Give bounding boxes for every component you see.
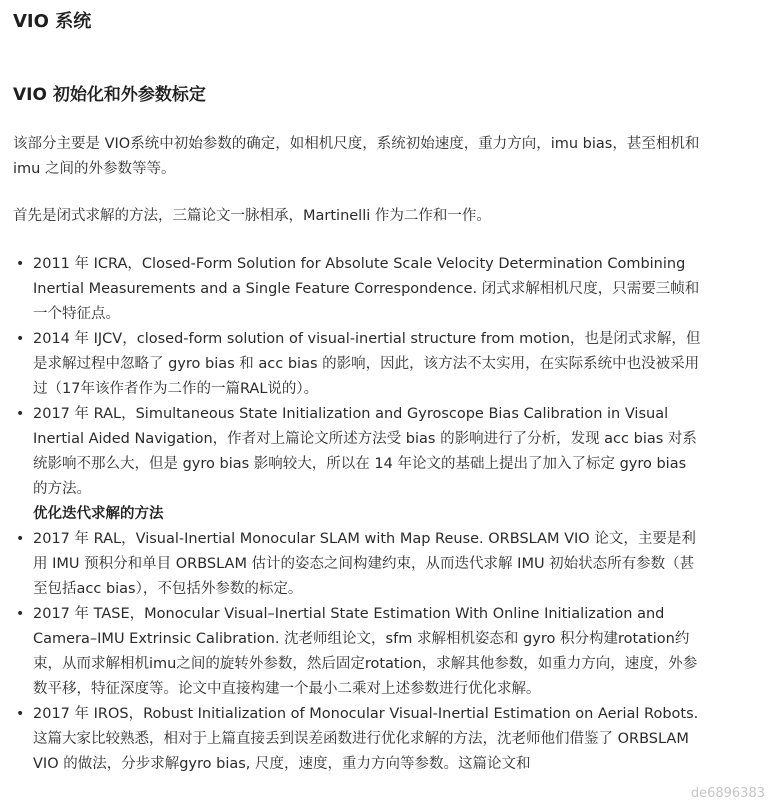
- section-title: VIO 系统: [13, 11, 92, 32]
- list-item: [13, 527, 705, 602]
- list-item: [13, 327, 705, 402]
- list-item-text: 2014 年 IJCV，closed-form solution of visual-inertial structure from motion，也是闭式求解，但是求解过程中忽略了 gyro bias 和 acc bias 的影响，因此，该方法不太实用，在实际系统中也没被采用过（17年该作者作为二作的一篇RAL说的）。: [33, 331, 701, 397]
- list-item-text: 2017 年 RAL，Visual-Inertial Monocular SLAM with Map Reuse. ORBSLAM VIO 论文，主要是利用 IMU 预积分和单目 ORBSLAM 估计的姿态之间构建约束，从而迭代求解 IMU 初始状态所有参数（甚至包括acc bias），不包括外参数的标定。: [33, 531, 696, 597]
- reference-list: [13, 252, 705, 777]
- iterative-heading: [13, 502, 705, 527]
- iterative-heading-text: 优化迭代求解的方法: [33, 506, 164, 522]
- list-item-text: 2011 年 ICRA，Closed-Form Solution for Absolute Scale Velocity Determination Combining Inertial Measurements and a Single Feature Correspondence. 闭式求解相机尺度，只需要三帧和一个特征点。: [33, 256, 700, 322]
- list-item: [13, 252, 705, 327]
- list-item: [13, 402, 705, 502]
- watermark: de6896383: [690, 786, 765, 801]
- bullet-icon: •: [16, 406, 25, 422]
- bullet-icon: •: [16, 706, 25, 722]
- bullet-icon: •: [16, 531, 25, 547]
- intro-paragraph: 该部分主要是 VIO系统中初始参数的确定，如相机尺度，系统初始速度，重力方向，imu bias，甚至相机和 imu 之间的外参数等等。: [13, 136, 700, 177]
- bullet-icon: •: [16, 606, 25, 622]
- list-item-text: 2017 年 RAL，Simultaneous State Initialization and Gyroscope Bias Calibration in Visual Inertial Aided Navigation，作者对上篇论文所述方法受 bias 的影响进行了分析，发现 acc bias 对系统影响不那么大，但是 gyro bias 影响较大，所以在 14 年论文的基础上提出了加入了标定 gyro bias 的方法。: [33, 406, 697, 497]
- list-item-text: 2017 年 TASE，Monocular Visual–Inertial State Estimation With Online Initialization and Camera–IMU Extrinsic Calibration. 沈老师组论文，sfm 求解相机姿态和 gyro 积分构建rotation约束，从而求解相机imu之间的旋转外参数，然后固定rotation，求解其他参数，如重力方向，速度，外参数平移，特征深度等。论文中直接构建一个最小二乘对上述参数进行优化求解。: [33, 606, 698, 697]
- list-item-text: 2017 年 IROS，Robust Initialization of Monocular Visual-Inertial Estimation on Aerial Robots. 这篇大家比较熟悉，相对于上篇直接丢到误差函数进行优化求解的方法，沈老师他们借鉴了 ORBSLAM VIO 的做法，分步求解gyro bias, 尺度，速度，重力方向等参数。这篇论文和: [33, 706, 699, 772]
- list-item: [13, 702, 705, 777]
- bullet-icon: •: [16, 331, 25, 347]
- bullet-icon: •: [16, 256, 25, 272]
- closed-form-paragraph: 首先是闭式求解的方法，三篇论文一脉相承，Martinelli 作为二作和一作。: [13, 208, 491, 224]
- list-item: [13, 602, 705, 702]
- subsection-title: VIO 初始化和外参数标定: [13, 85, 206, 105]
